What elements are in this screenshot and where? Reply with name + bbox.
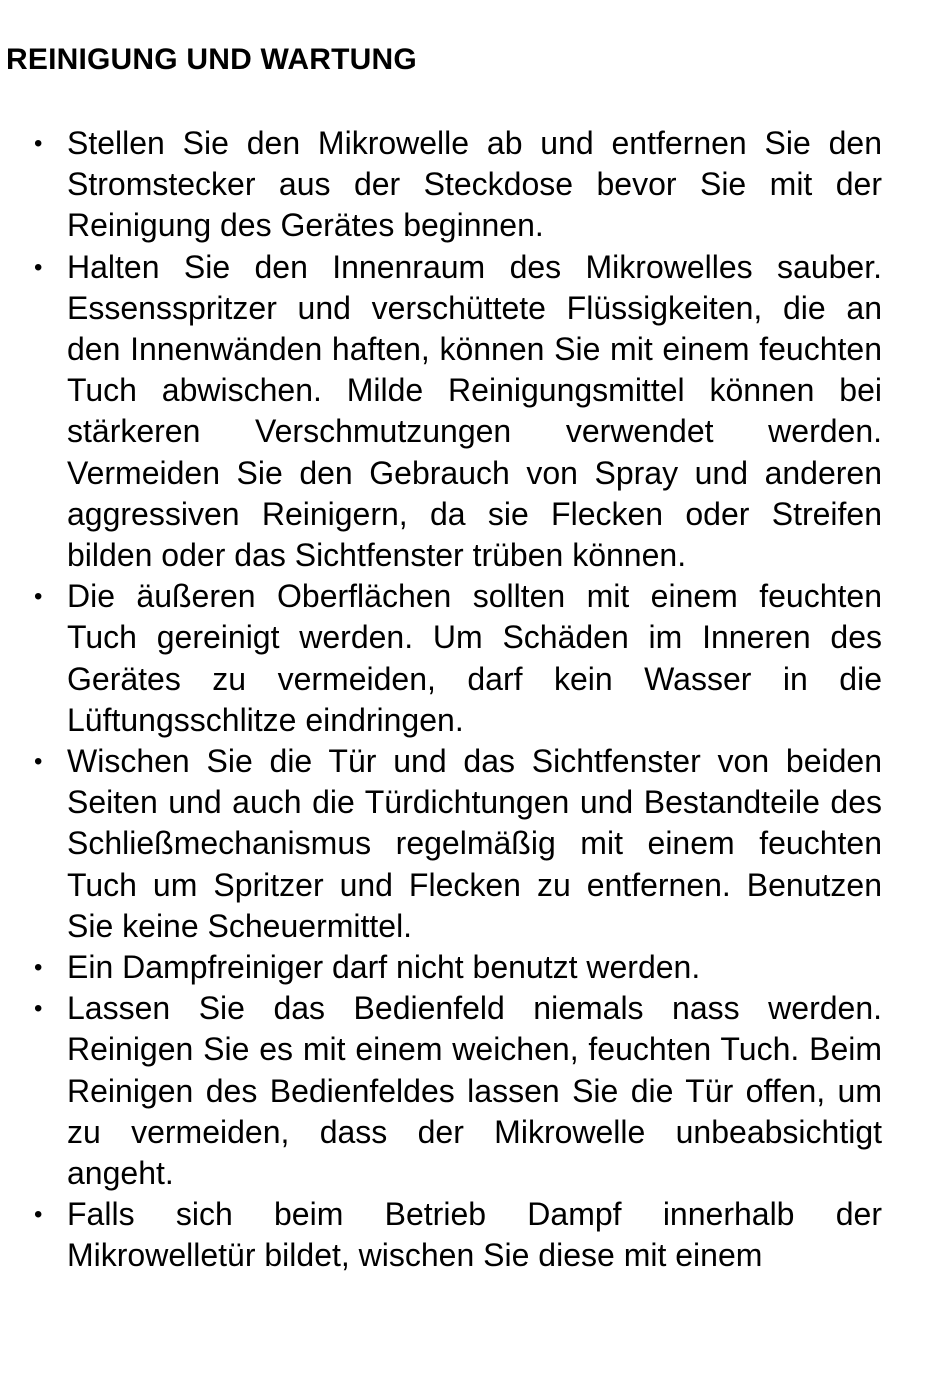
bullet-icon: •	[34, 583, 43, 611]
list-item-text: Wischen Sie die Tür und das Sichtfenster von beiden Seiten und auch die Türdichtungen und Bestandteile des Schließmechanismus regelmäßig mit einem feuchten Tuch um Spritzer und Flecken zu entfernen. Benutzen Sie keine Scheuermittel.	[67, 743, 882, 944]
bullet-icon: •	[34, 1201, 43, 1229]
bullet-icon: •	[34, 995, 43, 1023]
list-item	[34, 123, 882, 247]
list-item-text: Falls sich beim Betrieb Dampf innerhalb der Mikrowelletür bildet, wischen Sie diese mit einem	[67, 1196, 882, 1274]
instruction-list	[34, 123, 882, 1277]
bullet-icon: •	[34, 253, 43, 281]
list-item-text: Die äußeren Oberflächen sollten mit einem feuchten Tuch gereinigt werden. Um Schäden im Inneren des Gerätes zu vermeiden, darf kein Wasser in die Lüftungsschlitze eindringen.	[67, 578, 882, 738]
list-item-text: Lassen Sie das Bedienfeld niemals nass werden. Reinigen Sie es mit einem weichen, feuchten Tuch. Beim Reinigen des Bedienfeldes lassen Sie die Tür offen, um zu vermeiden, dass der Mikrowelle unbeabsichtigt angeht.	[67, 990, 882, 1192]
list-item	[34, 947, 882, 988]
section-heading: REINIGUNG UND WARTUNG	[6, 43, 417, 76]
list-item-text: Stellen Sie den Mikrowelle ab und entfernen Sie den Stromstecker aus der Steckdose bevor Sie mit der Reinigung des Gerätes beginnen.	[67, 125, 882, 244]
list-item	[34, 988, 882, 1194]
list-item-text: Ein Dampfreiniger darf nicht benutzt werden.	[67, 949, 701, 986]
bullet-icon: •	[34, 130, 43, 157]
list-item	[34, 741, 882, 947]
list-item	[34, 247, 882, 577]
list-item-text: Halten Sie den Innenraum des Mikrowelles sauber. Essensspritzer und verschüttete Flüssigkeiten, die an den Innenwänden haften, können Sie mit einem feuchten Tuch abwischen. Milde Reinigungsmittel können bei stärkeren Verschmutzungen verwendet werden. Vermeiden Sie den Gebrauch von Spray und anderen aggressiven Reinigern, da sie Flecken oder Streifen bilden oder das Sichtfenster trüben können.	[67, 248, 882, 574]
bullet-icon: •	[34, 748, 43, 776]
bullet-icon: •	[34, 954, 43, 982]
list-item	[34, 576, 882, 741]
list-item	[34, 1194, 882, 1276]
